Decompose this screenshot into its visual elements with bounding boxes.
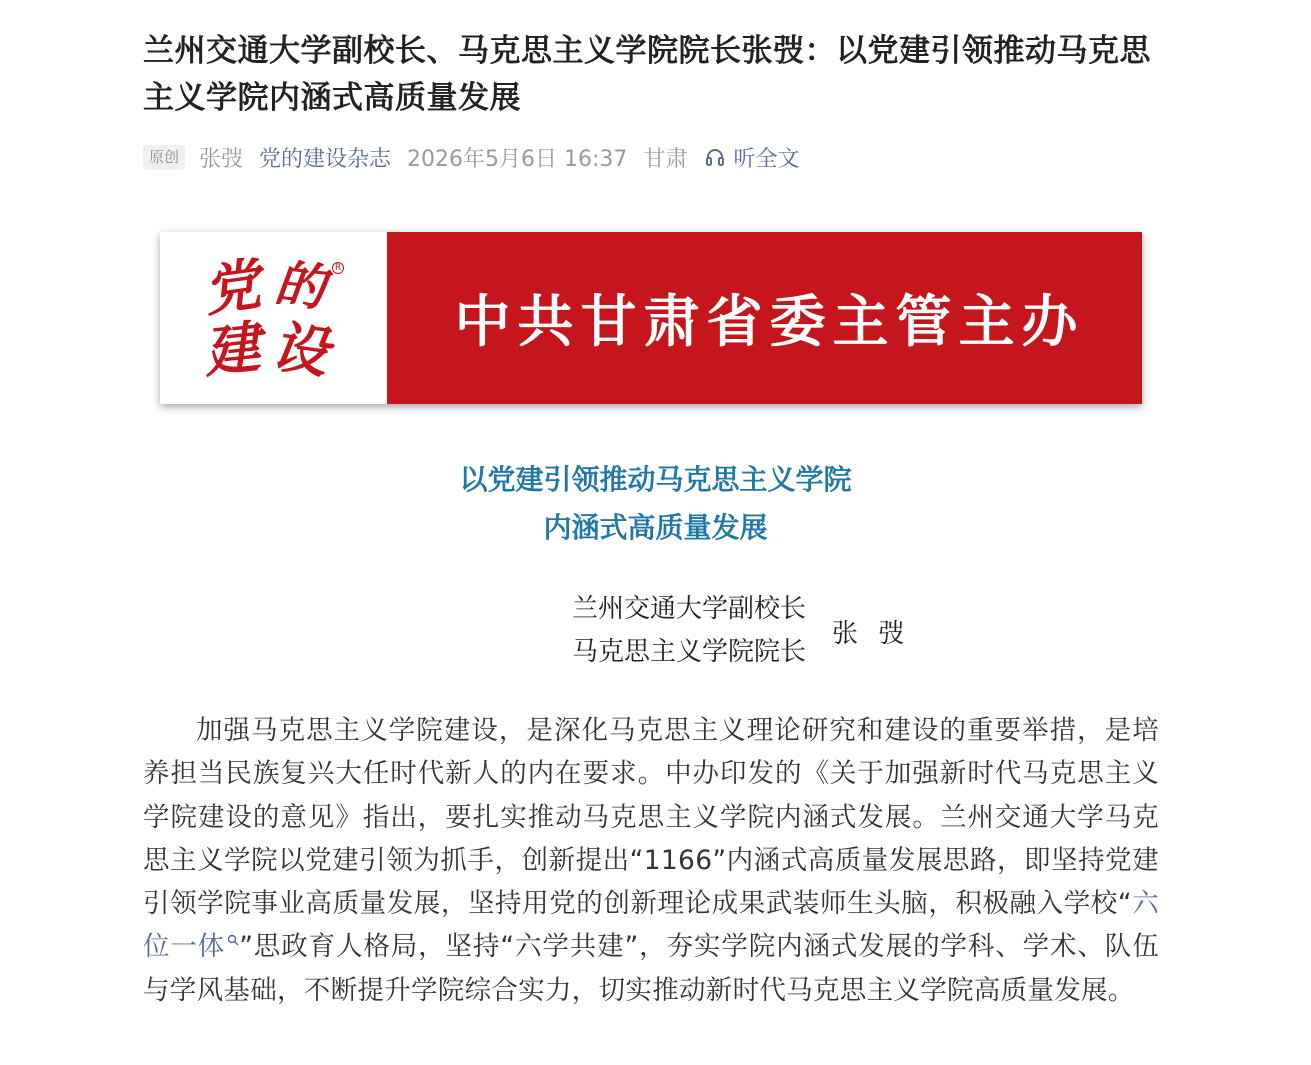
search-icon — [227, 934, 239, 946]
publish-location: 甘肃 — [643, 146, 688, 172]
byline — [572, 588, 910, 674]
byline-position: 马克思主义学院院长 — [572, 637, 807, 667]
link-text: 六位一体 — [143, 888, 1160, 963]
paragraph-text: ”思政育人格局，坚持“六学共建”，夯实学院内涵式发展的学科、学术、队伍与学风基础，不断提升学院综合实力，切实推动新时代马克思主义学院高质量发展。 — [143, 931, 1160, 1006]
original-badge: 原创 — [143, 145, 185, 170]
article-subtitle-line-1: 以党建引领推动马克思主义学院 — [459, 463, 852, 496]
author-name: 张弢 — [199, 146, 244, 172]
listen-button[interactable] — [705, 142, 799, 173]
byline-author-name: 张 弢 — [832, 618, 911, 649]
body-paragraph — [143, 709, 1159, 1012]
logo-char: 建 — [200, 314, 264, 386]
listen-label: 听全文 — [733, 146, 800, 172]
article-meta — [143, 140, 1159, 174]
article-header — [143, 0, 1159, 174]
logo-char: 党 — [199, 251, 265, 325]
publish-datetime: 2026年5月6日 16:37 — [407, 146, 628, 172]
banner-text: 中共甘肃省委主管主办 — [454, 289, 1085, 355]
magazine-banner — [160, 232, 1142, 404]
headphone-icon — [705, 147, 725, 167]
logo-char: 的 — [271, 253, 329, 319]
banner-red-panel — [387, 232, 1142, 404]
magazine-logo — [160, 232, 387, 404]
registered-mark: R — [332, 262, 344, 274]
byline-position: 兰州交通大学副校长 — [572, 594, 807, 624]
logo-char: 设 — [267, 313, 333, 387]
article-subtitle-line-2: 内涵式高质量发展 — [543, 511, 768, 544]
article-title: 兰州交通大学副校长、马克思主义学院院长张弢：以党建引领推动马克思主义学院内涵式高质量发展 — [143, 33, 1151, 116]
account-link[interactable]: 党的建设杂志 — [259, 146, 392, 172]
byline-positions — [572, 588, 806, 674]
paragraph-text: 加强马克思主义学院建设，是深化马克思主义理论研究和建设的重要举措，是培养担当民族复兴大任时代新人的内在要求。中办印发的《关于加强新时代马克思主义学院建设的意见》指出，要扎实推动马克思主义学院内涵式发展。兰州交通大学马克思主义学院以党建引领为抓手，创新提出“1166”内涵式高质量发展思路，即坚持党建引领学院事业高质量发展，坚持用党的创新理论成果武装师生头脑，积极融入学校“ — [143, 715, 1159, 920]
